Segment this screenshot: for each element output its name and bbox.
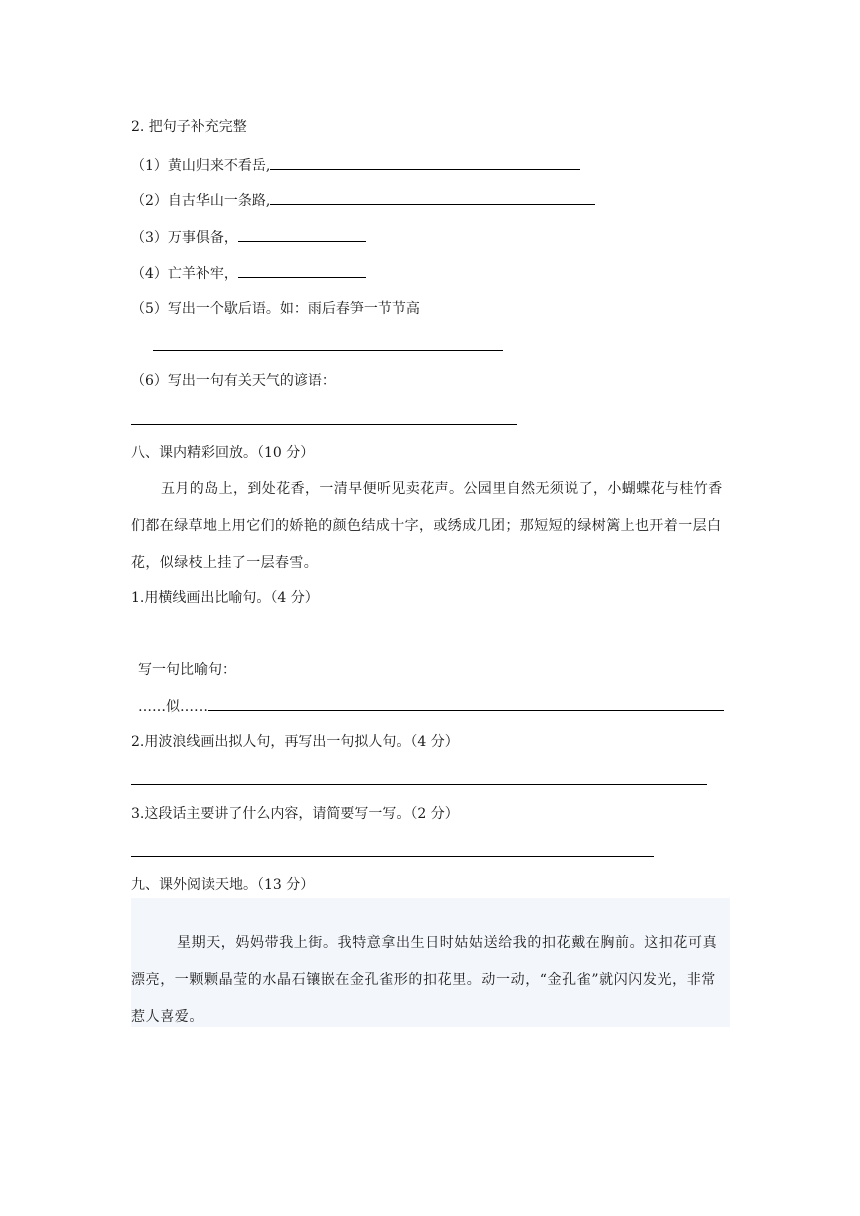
answer-blank[interactable] — [270, 191, 595, 205]
q2-item-2-text: （2）自古华山一条路, — [131, 193, 271, 209]
sec8-q1-pattern — [138, 697, 724, 716]
sec8-q3: 3.这段话主要讲了什么内容，请简要写一写。（2 分） — [131, 806, 459, 822]
sec9-passage — [131, 925, 730, 1036]
answer-line[interactable] — [131, 424, 517, 425]
answer-blank[interactable] — [270, 156, 580, 170]
sec8-q2: 2.用波浪线画出拟人句，再写出一句拟人句。（4 分） — [131, 734, 459, 750]
answer-line[interactable] — [131, 784, 707, 785]
answer-blank[interactable] — [238, 264, 366, 278]
answer-line[interactable] — [131, 856, 654, 857]
sec8-passage-text: 五月的岛上，到处花香，一清早便听见卖花声。公园里自然无须说了，小蝴蝶花与桂竹香们都在绿草地上用它们的娇艳的颜色结成十字，或绣成几团；那短短的绿树篱上也开着一层白花，似绿枝上挂了一层春雪。 — [131, 481, 723, 571]
answer-line[interactable] — [153, 350, 503, 351]
q2-item-1 — [131, 156, 580, 175]
q2-item-1-text: （1）黄山归来不看岳, — [131, 158, 271, 174]
q2-item-2 — [131, 191, 595, 210]
answer-blank[interactable] — [208, 697, 724, 711]
answer-blank[interactable] — [238, 228, 366, 242]
sec8-heading: 八、课内精彩回放。（10 分） — [131, 445, 315, 461]
q2-item-3 — [131, 228, 366, 247]
sec8-q1-write: 写一句比喻句： — [138, 662, 236, 678]
q2-item-4-text: （4）亡羊补牢， — [131, 266, 238, 282]
sec9-passage-text: 星期天，妈妈带我上街。我特意拿出生日时姑姑送给我的扣花戴在胸前。这扣花可真漂亮，一颗颗晶莹的水晶石镶嵌在金孔雀形的扣花里。动一动，“金孔雀”就闪闪发光，非常惹人喜爱。 — [131, 935, 718, 1025]
sec8-passage — [131, 471, 731, 582]
q2-item-4 — [131, 264, 366, 283]
sec9-heading: 九、课外阅读天地。（13 分） — [131, 877, 315, 893]
q2-item-5: （5）写出一个歇后语。如：雨后春笋一节节高 — [131, 301, 420, 317]
pattern-text: ……似…… — [138, 699, 208, 715]
sec8-q1: 1.用横线画出比喻句。（4 分） — [131, 590, 319, 606]
q2-heading: 2. 把句子补充完整 — [131, 119, 247, 135]
q2-item-3-text: （3）万事俱备， — [131, 230, 238, 246]
q2-item-6: （6）写出一句有关天气的谚语： — [131, 373, 336, 389]
